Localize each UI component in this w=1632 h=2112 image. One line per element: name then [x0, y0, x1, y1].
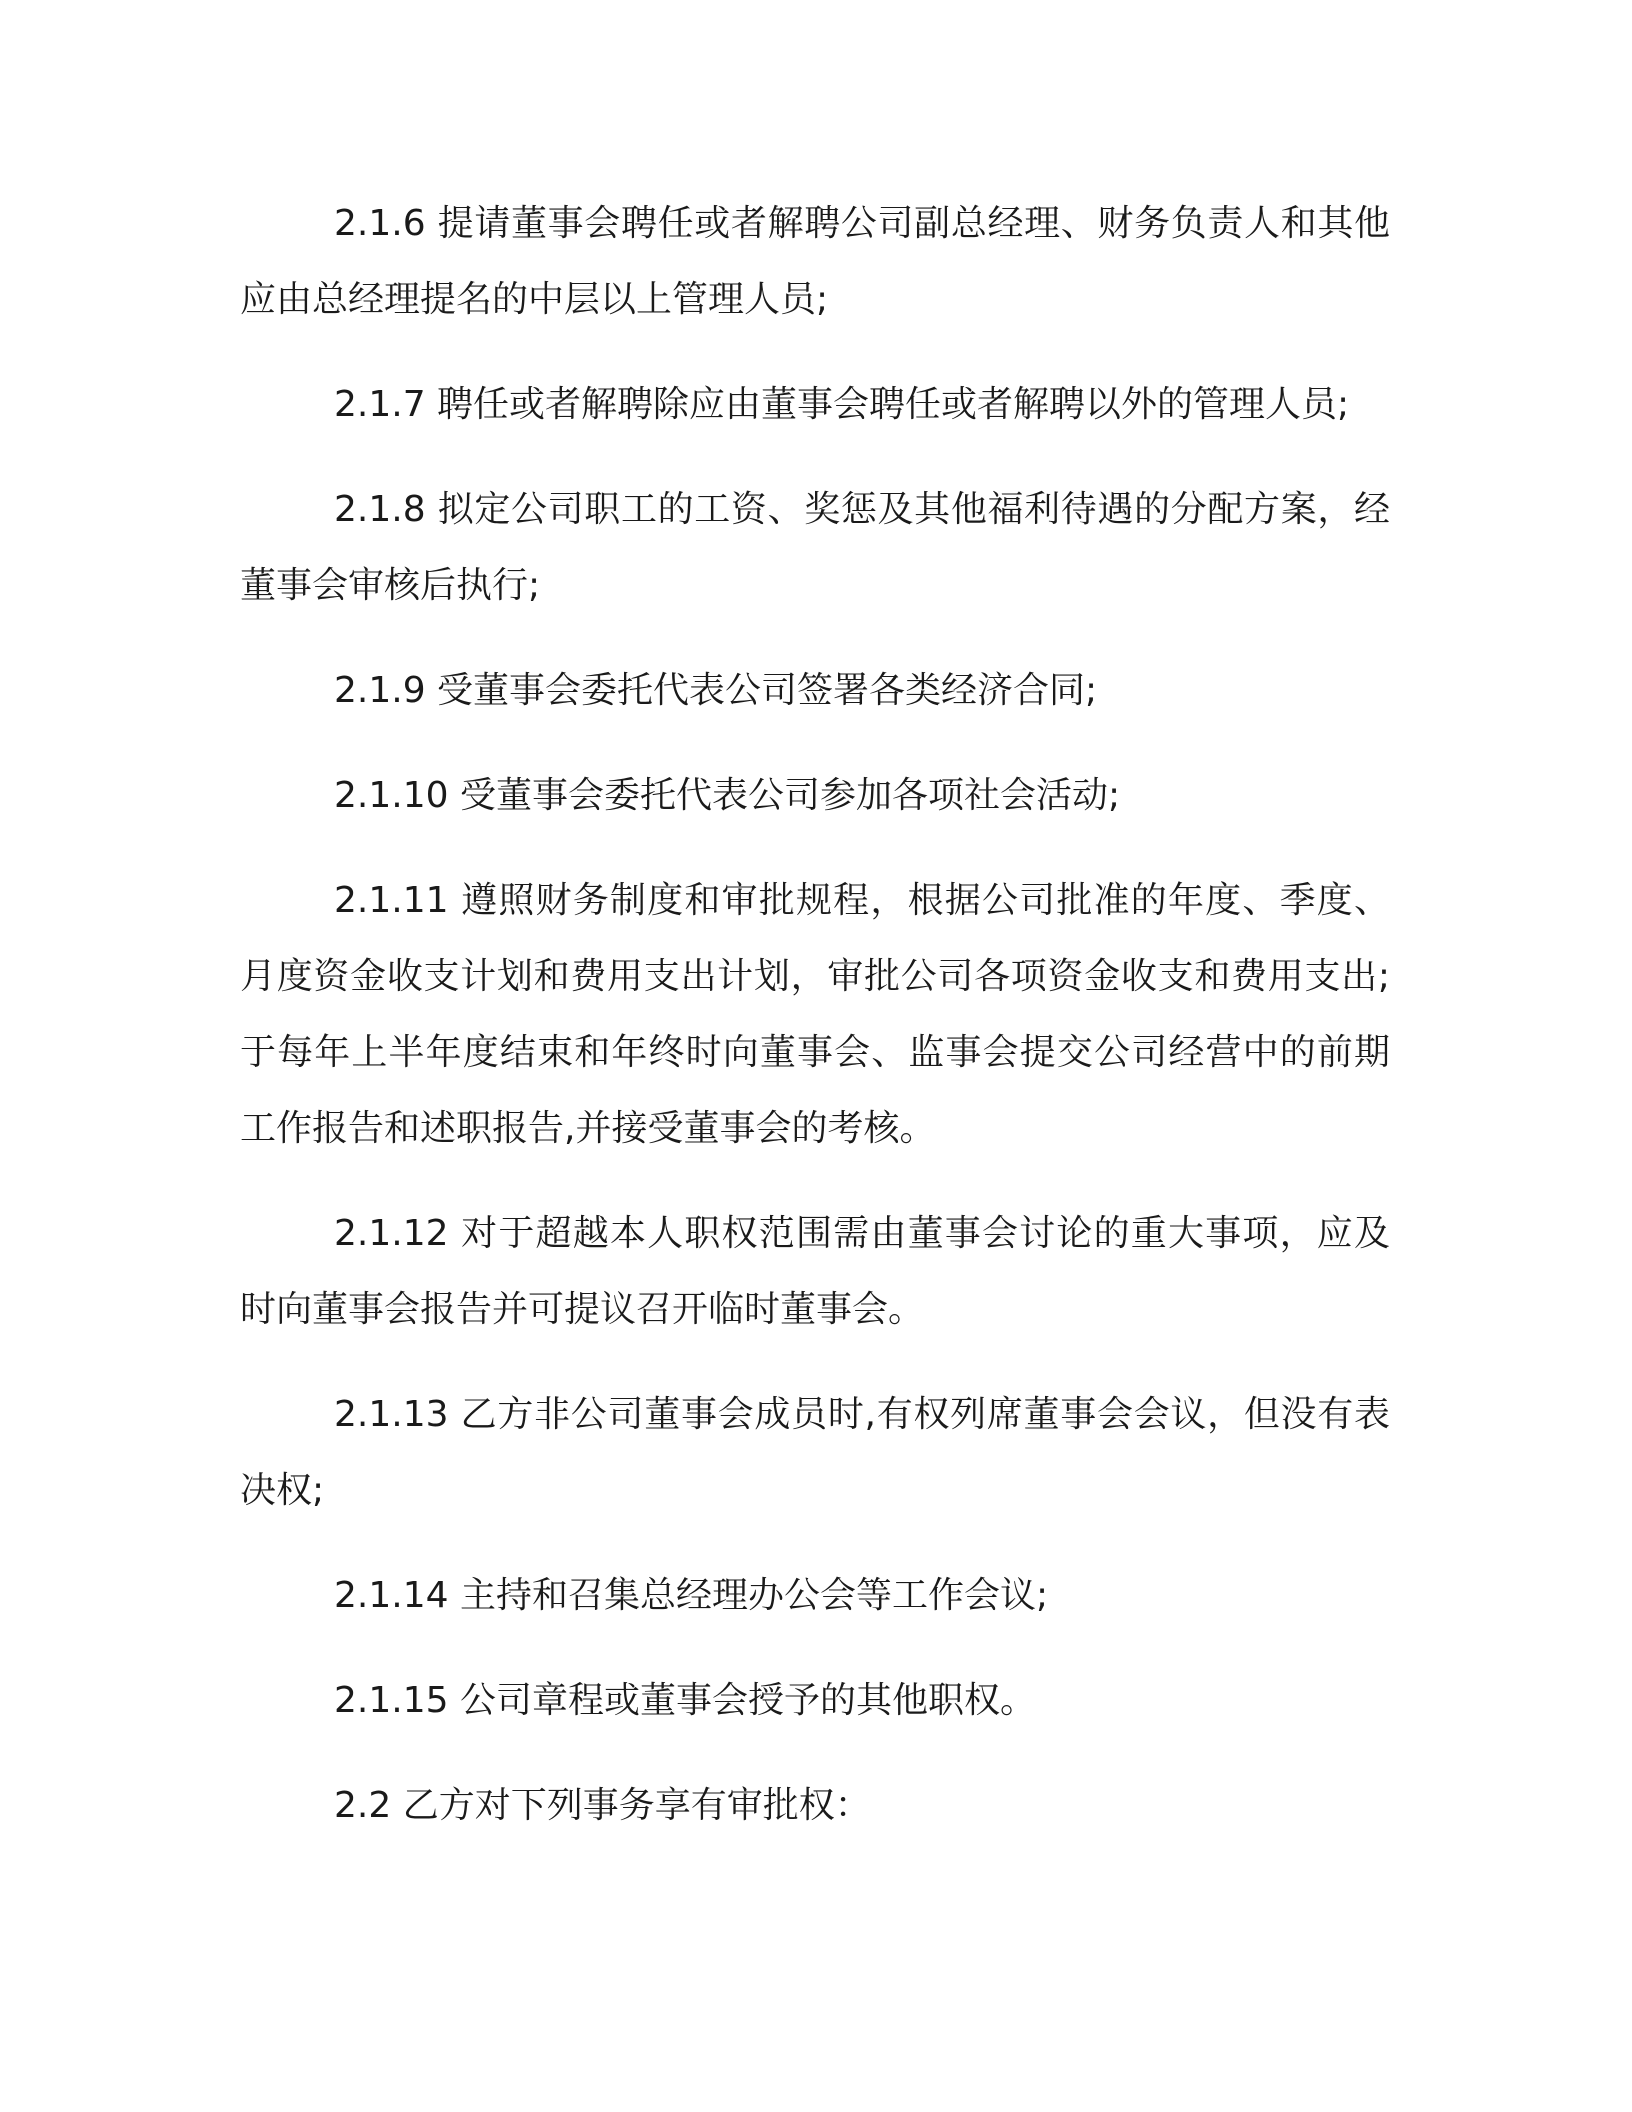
clause-2-1-8: 2.1.8 拟定公司职工的工资、奖惩及其他福利待遇的分配方案，经董事会审核后执行; — [240, 489, 1390, 606]
document-body — [240, 186, 1390, 1844]
clause-2-1-15: 2.1.15 公司章程或董事会授予的其他职权。 — [334, 1680, 1036, 1721]
clause-2-1-6: 2.1.6 提请董事会聘任或者解聘公司副总经理、财务负责人和其他应由总经理提名的中层以上管理人员; — [240, 203, 1390, 320]
clause-2-2: 2.2 乙方对下列事务享有审批权： — [334, 1785, 871, 1826]
clause-2-1-10: 2.1.10 受董事会委托代表公司参加各项社会活动; — [334, 775, 1121, 816]
clause-2-1-9: 2.1.9 受董事会委托代表公司签署各类经济合同; — [334, 670, 1098, 711]
clause-2-1-12: 2.1.12 对于超越本人职权范围需由董事会讨论的重大事项，应及时向董事会报告并可提议召开临时董事会。 — [240, 1213, 1390, 1330]
clause-2-1-14: 2.1.14 主持和召集总经理办公会等工作会议; — [334, 1575, 1049, 1616]
clause-2-1-7: 2.1.7 聘任或者解聘除应由董事会聘任或者解聘以外的管理人员; — [334, 384, 1350, 425]
clause-2-1-13: 2.1.13 乙方非公司董事会成员时,有权列席董事会会议，但没有表决权; — [240, 1394, 1390, 1511]
clause-2-1-11: 2.1.11 遵照财务制度和审批规程，根据公司批准的年度、季度、月度资金收支计划和费用支出计划，审批公司各项资金收支和费用支出;于每年上半年度结束和年终时向董事会、监事会提交公司经营中的前期工作报告和述职报告,并接受董事会的考核。 — [240, 880, 1390, 1149]
